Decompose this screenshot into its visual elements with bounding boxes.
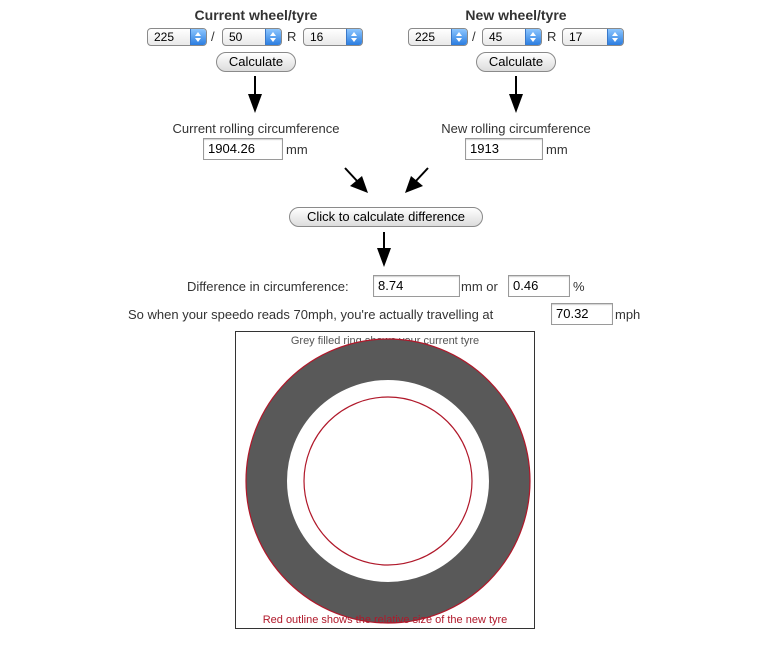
current-heading: Current wheel/tyre — [194, 7, 318, 23]
current-circ-unit: mm — [286, 142, 308, 157]
tyre-diagram-panel — [235, 331, 535, 629]
down-arrow-icon — [377, 232, 391, 267]
current-circ-label: Current rolling circumference — [172, 121, 340, 136]
down-arrow-icon — [248, 76, 262, 113]
speedo-label: So when your speedo reads 70mph, you're actually travelling at — [128, 307, 494, 322]
current-profile-value: 50 — [229, 30, 243, 44]
diagram-bottom-caption: Red outline shows the relative size of the new tyre — [262, 614, 508, 626]
new-circ-field[interactable]: 1913 — [465, 138, 543, 160]
current-r-label: R — [287, 29, 297, 44]
new-tyre-inner-outline — [304, 397, 472, 565]
diagonal-arrow-icon — [405, 168, 428, 193]
speedo-field[interactable]: 70.32 — [551, 303, 613, 325]
difference-mm-or: mm or — [461, 279, 498, 294]
new-profile-value: 45 — [489, 30, 503, 44]
new-circ-label: New rolling circumference — [441, 121, 591, 136]
new-calculate-button[interactable]: Calculate — [476, 52, 556, 72]
current-width-value: 225 — [154, 30, 175, 44]
calculate-difference-button[interactable]: Click to calculate difference — [289, 207, 483, 227]
current-slash: / — [211, 29, 215, 44]
current-calculate-button[interactable]: Calculate — [216, 52, 296, 72]
new-slash: / — [472, 29, 476, 44]
flow-arrows — [0, 0, 760, 270]
tyre-ring-diagram — [236, 332, 534, 628]
difference-mm-field[interactable]: 8.74 — [373, 275, 460, 297]
diagonal-arrow-icon — [345, 168, 368, 193]
difference-label: Difference in circumference: — [187, 279, 349, 294]
new-rim-value: 17 — [569, 30, 583, 44]
current-rim-value: 16 — [310, 30, 324, 44]
speedo-unit: mph — [615, 307, 641, 322]
difference-percent-unit: % — [573, 279, 585, 294]
new-width-value: 225 — [415, 30, 436, 44]
current-circ-field[interactable]: 1904.26 — [203, 138, 283, 160]
new-heading: New wheel/tyre — [465, 7, 567, 23]
diagram-top-caption: Grey filled ring shows your current tyre — [290, 335, 480, 347]
new-circ-unit: mm — [546, 142, 568, 157]
current-tyre-ring — [267, 360, 510, 603]
new-r-label: R — [547, 29, 557, 44]
down-arrow-icon — [509, 76, 523, 113]
difference-percent-field[interactable]: 0.46 — [508, 275, 570, 297]
